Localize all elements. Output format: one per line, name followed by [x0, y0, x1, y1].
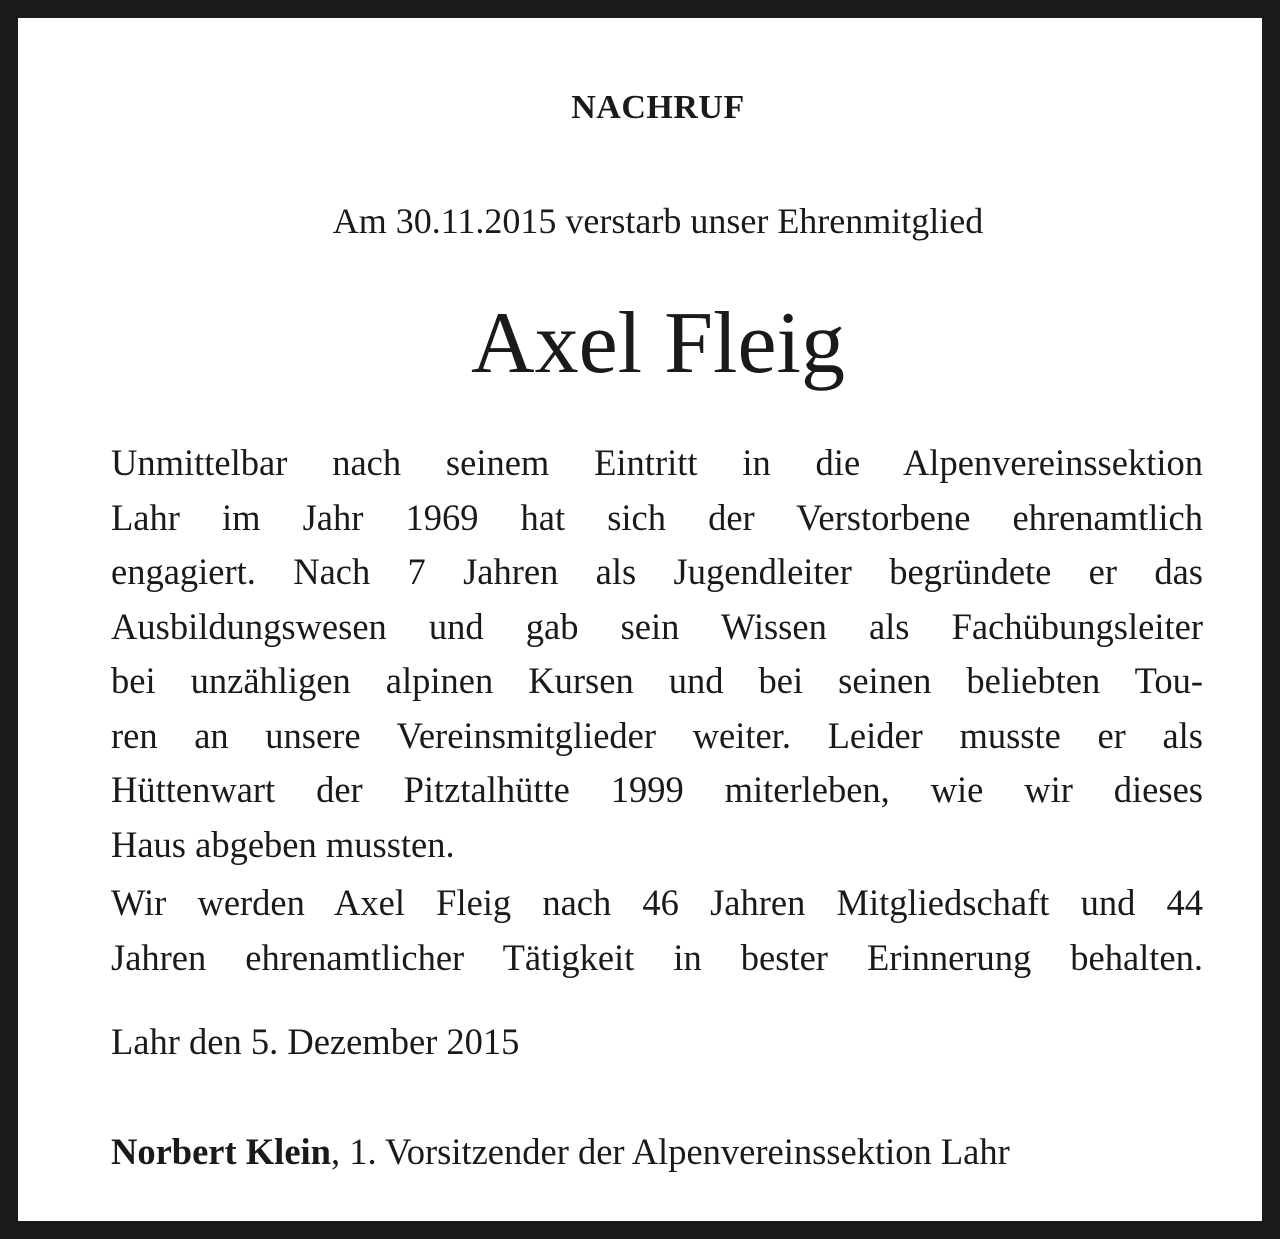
paragraph-line: Unmittelbar nach seinem Eintritt in die Alpenvereinssektion [111, 442, 1203, 483]
paragraph-line: Haus abgeben mussten. [111, 823, 455, 865]
paragraph-line: engagiert. Nach 7 Jahren als Jugendleiter begründete er das [111, 551, 1203, 592]
place-and-date: Lahr den 5. Dezember 2015 [111, 1021, 520, 1062]
signature-role: , 1. Vorsitzender der Alpenvereinssektion Lahr [330, 1131, 1010, 1172]
paragraph-line: Jahren ehrenamtlicher Tätigkeit in bester Erinnerung behalten. [111, 936, 1203, 978]
notice-intro: Am 30.11.2015 verstarb unser Ehrenmitglied [332, 201, 984, 241]
deceased-name: Axel Fleig [471, 295, 845, 392]
obituary-paragraph-2 [111, 876, 1203, 985]
paragraph-line: Hüttenwart der Pitztalhütte 1999 miterleben, wie wir dieses [111, 769, 1203, 810]
signature-line [111, 1125, 1010, 1179]
signature-name: Norbert Klein [111, 1131, 331, 1172]
obituary-paragraph-1 [111, 436, 1203, 872]
notice-heading: NACHRUF [571, 89, 745, 126]
paragraph-line: Ausbildungswesen und gab sein Wissen als Fachübungsleiter [111, 605, 1203, 647]
paragraph-line: Lahr im Jahr 1969 hat sich der Verstorbene ehrenamtlich [111, 496, 1203, 538]
paragraph-line: ren an unsere Vereinsmitglieder weiter. Leider musste er als [111, 714, 1203, 756]
paragraph-line: bei unzähligen alpinen Kursen und bei seinen beliebten Tou- [111, 660, 1203, 701]
paragraph-line: Wir werden Axel Fleig nach 46 Jahren Mitgliedschaft und 44 [111, 882, 1203, 923]
